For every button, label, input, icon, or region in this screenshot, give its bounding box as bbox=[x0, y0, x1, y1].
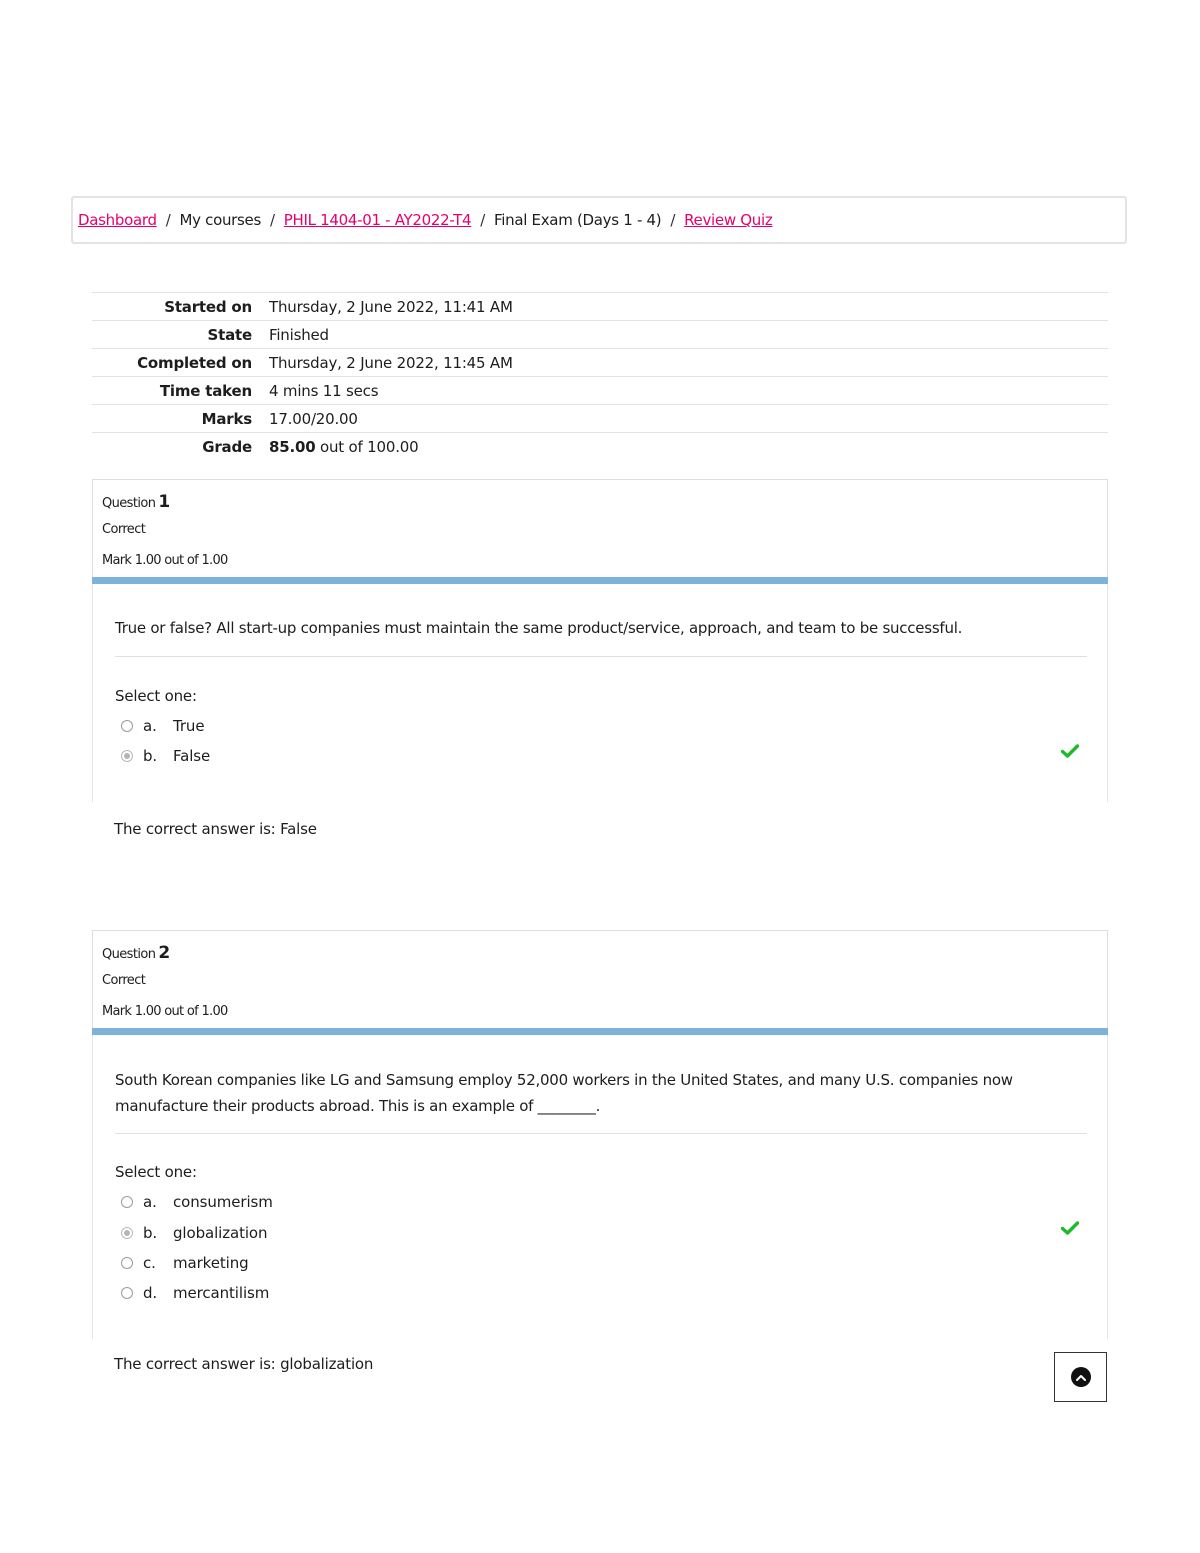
question-text: True or false? All start-up companies must maintain the same product/service, approach, and team to be successful. bbox=[115, 619, 963, 637]
right-answer: The correct answer is: False bbox=[114, 820, 317, 838]
option-letter: a. bbox=[143, 717, 157, 735]
radio-button[interactable] bbox=[121, 1196, 133, 1208]
summary-label: Marks bbox=[201, 409, 252, 428]
option-text: globalization bbox=[173, 1224, 268, 1242]
answer-option-a[interactable] bbox=[121, 715, 204, 737]
breadcrumb-my-courses: My courses bbox=[179, 211, 261, 229]
question-mark: Mark 1.00 out of 1.00 bbox=[102, 1004, 228, 1019]
check-icon bbox=[1061, 744, 1079, 758]
summary-label: Time taken bbox=[159, 381, 252, 400]
option-letter: d. bbox=[143, 1284, 158, 1302]
summary-label: Grade bbox=[202, 437, 252, 456]
summary-row-completed-on bbox=[92, 348, 1108, 376]
option-text: mercantilism bbox=[173, 1284, 270, 1302]
radio-button-selected[interactable] bbox=[121, 1227, 133, 1239]
summary-label: Completed on bbox=[137, 353, 252, 372]
option-text: False bbox=[173, 747, 211, 765]
question-state: Correct bbox=[102, 973, 146, 988]
summary-row-marks bbox=[92, 404, 1108, 432]
breadcrumb-dashboard-link[interactable]: Dashboard bbox=[78, 211, 157, 229]
radio-button[interactable] bbox=[121, 720, 133, 732]
option-letter: c. bbox=[143, 1254, 156, 1272]
option-letter: b. bbox=[143, 1224, 158, 1242]
summary-value: Thursday, 2 June 2022, 11:45 AM bbox=[269, 353, 513, 372]
question-info-bar bbox=[92, 577, 1108, 584]
question-mark: Mark 1.00 out of 1.00 bbox=[102, 553, 228, 568]
answer-option-a[interactable] bbox=[121, 1191, 273, 1213]
summary-row-started-on bbox=[92, 292, 1108, 320]
summary-label: Started on bbox=[164, 297, 252, 316]
question-text bbox=[115, 1067, 1087, 1119]
radio-button[interactable] bbox=[121, 1257, 133, 1269]
question-content-2 bbox=[92, 1035, 1108, 1339]
option-text: True bbox=[173, 717, 205, 735]
answer-option-d[interactable] bbox=[121, 1282, 269, 1304]
option-text: consumerism bbox=[173, 1193, 273, 1211]
radio-button[interactable] bbox=[121, 1287, 133, 1299]
summary-value: Thursday, 2 June 2022, 11:41 AM bbox=[269, 297, 513, 316]
radio-button-selected[interactable] bbox=[121, 750, 133, 762]
summary-value bbox=[269, 438, 418, 456]
breadcrumb-separator: / bbox=[270, 211, 275, 229]
check-icon bbox=[1061, 1221, 1079, 1235]
question-number bbox=[102, 492, 170, 512]
answer-option-b[interactable] bbox=[121, 745, 210, 767]
summary-label: State bbox=[207, 325, 252, 344]
question-number-value: 1 bbox=[158, 492, 170, 512]
question-label: Question bbox=[102, 947, 156, 962]
breadcrumb bbox=[71, 196, 1127, 244]
answer-option-c[interactable] bbox=[121, 1252, 249, 1274]
right-answer: The correct answer is: globalization bbox=[114, 1355, 374, 1373]
question-state: Correct bbox=[102, 522, 146, 537]
breadcrumb-separator: / bbox=[480, 211, 486, 229]
question-info-1 bbox=[92, 479, 1108, 577]
question-number-value: 2 bbox=[158, 943, 170, 963]
question-info-2 bbox=[92, 930, 1108, 1028]
quiz-summary-table bbox=[92, 292, 1108, 460]
option-letter: b. bbox=[143, 747, 158, 765]
question-divider bbox=[115, 656, 1087, 657]
answer-option-b[interactable] bbox=[121, 1222, 267, 1244]
breadcrumb-separator: / bbox=[670, 211, 676, 229]
breadcrumb-course-link[interactable]: PHIL 1404-01 - AY2022-T4 bbox=[283, 211, 472, 229]
back-to-top-button[interactable] bbox=[1054, 1352, 1107, 1402]
question-content-1 bbox=[92, 584, 1108, 802]
question-info-bar bbox=[92, 1028, 1108, 1035]
grade-out-of: out of 100.00 bbox=[315, 437, 419, 456]
select-one-prompt: Select one: bbox=[115, 687, 197, 705]
grade-score: 85.00 bbox=[269, 437, 316, 456]
option-text: marketing bbox=[173, 1254, 249, 1272]
summary-row-grade bbox=[92, 432, 1108, 460]
option-letter: a. bbox=[143, 1193, 157, 1211]
breadcrumb-exam: Final Exam (Days 1 - 4) bbox=[494, 211, 662, 229]
question-divider bbox=[115, 1133, 1087, 1134]
chevron-up-icon bbox=[1071, 1367, 1091, 1387]
summary-row-state bbox=[92, 320, 1108, 348]
summary-value: 4 mins 11 secs bbox=[269, 381, 379, 400]
summary-row-time-taken bbox=[92, 376, 1108, 404]
question-text-line: South Korean companies like LG and Samsung employ 52,000 workers in the United States, and many U.S. companies now bbox=[115, 1071, 1013, 1089]
summary-value: Finished bbox=[269, 325, 329, 344]
breadcrumb-review-link[interactable]: Review Quiz bbox=[684, 211, 773, 229]
question-text-line: manufacture their products abroad. This is an example of ________. bbox=[115, 1097, 601, 1115]
question-label: Question bbox=[102, 496, 156, 511]
breadcrumb-separator: / bbox=[165, 211, 171, 229]
select-one-prompt: Select one: bbox=[115, 1163, 197, 1181]
summary-value: 17.00/20.00 bbox=[269, 409, 358, 428]
question-number bbox=[102, 943, 170, 963]
